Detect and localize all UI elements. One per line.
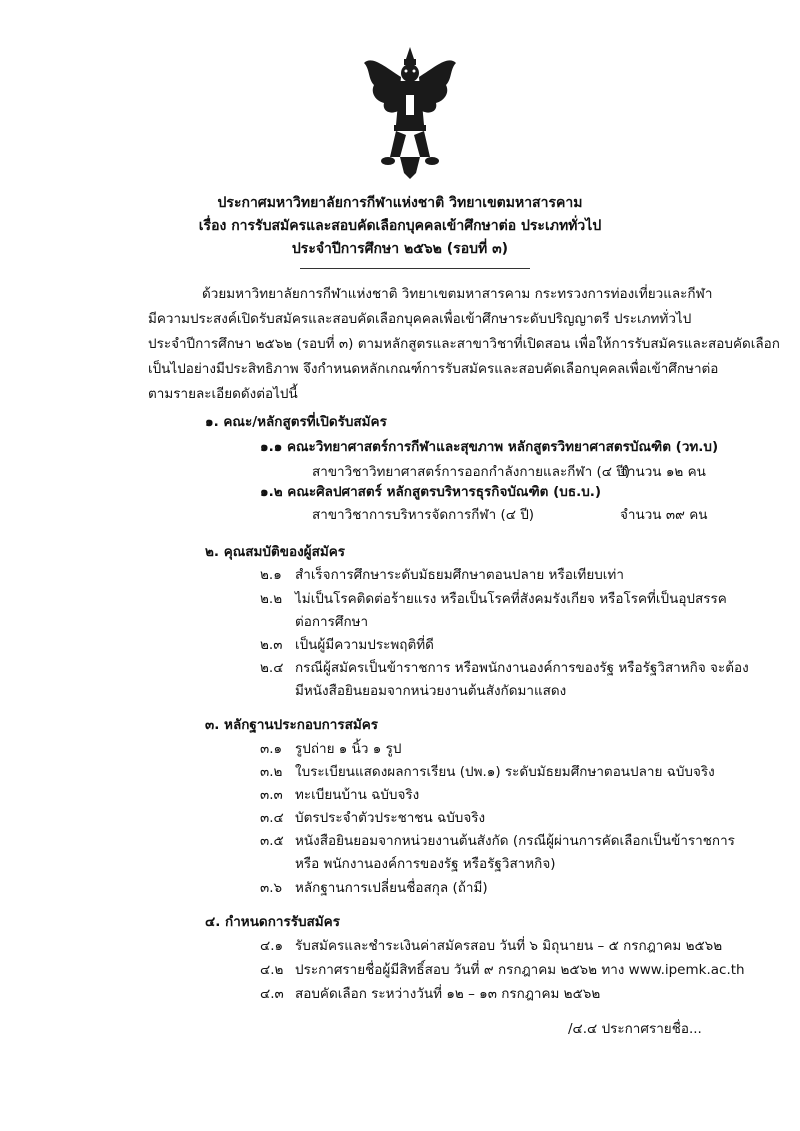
item-number: ๒.๑ <box>260 567 282 583</box>
schedule-item: สอบคัดเลือก ระหว่างวันที่ ๑๒ – ๑๓ กรกฎาคม ๒๕๖๒ <box>295 986 601 1002</box>
program-1-major: สาขาวิชาวิทยาศาสตร์การออกกำลังกายและกีฬา (๔ ปี) <box>312 464 631 480</box>
intro-line: ประจำปีการศึกษา ๒๕๖๒ (รอบที่ ๓) ตามหลักสูตรและสาขาวิชาที่เปิดสอน เพื่อให้การรับสมัครและสอบคัดเลือก <box>148 336 780 352</box>
section-1-title: ๑. คณะ/หลักสูตรที่เปิดรับสมัคร <box>205 414 387 430</box>
announcement-title: ประกาศมหาวิทยาลัยการกีฬาแห่งชาติ วิทยาเขตมหาสารคาม <box>217 195 583 211</box>
document-item: บัตรประจำตัวประชาชน ฉบับจริง <box>295 810 486 826</box>
qualification-item: สำเร็จการศึกษาระดับมัธยมศึกษาตอนปลาย หรือเทียบเท่า <box>295 567 624 583</box>
item-number: ๔.๑ <box>260 938 284 954</box>
item-number: ๒.๒ <box>260 591 283 607</box>
item-number: ๔.๓ <box>260 986 284 1002</box>
section-3-title: ๓. หลักฐานประกอบการสมัคร <box>205 717 379 733</box>
section-4-title: ๔. กำหนดการรับสมัคร <box>205 914 340 930</box>
page-continuation: /๔.๔ ประกาศรายชื่อ... <box>568 1021 702 1037</box>
announcement-subject: เรื่อง การรับสมัครและสอบคัดเลือกบุคคลเข้าศึกษาต่อ ประเภททั่วไป <box>198 218 602 234</box>
qualification-item: เป็นผู้มีความประพฤติที่ดี <box>295 637 434 653</box>
qualification-item-cont: มีหนังสือยินยอมจากหน่วยงานต้นสังกัดมาแสดง <box>295 683 567 699</box>
program-2-count: จำนวน ๓๙ คน <box>620 507 708 523</box>
section-2-title: ๒. คุณสมบัติของผู้สมัคร <box>205 544 346 560</box>
qualification-item-cont: ต่อการศึกษา <box>295 614 369 630</box>
document-item: ใบระเบียนแสดงผลการเรียน (ปพ.๑) ระดับมัธยมศึกษาตอนปลาย ฉบับจริง <box>295 764 715 780</box>
qualification-item: ไม่เป็นโรคติดต่อร้ายแรง หรือเป็นโรคที่สังคมรังเกียจ หรือโรคที่เป็นอุปสรรค <box>295 591 727 607</box>
garuda-emblem <box>360 45 460 180</box>
schedule-item: รับสมัครและชำระเงินค่าสมัครสอบ วันที่ ๖ มิถุนายน – ๕ กรกฎาคม ๒๕๖๒ <box>295 938 723 954</box>
intro-line: เป็นไปอย่างมีประสิทธิภาพ จึงกำหนดหลักเกณฑ์การรับสมัครและสอบคัดเลือกบุคคลเพื่อเข้าศึกษาต่อ <box>148 361 719 377</box>
item-number: ๓.๖ <box>260 880 283 896</box>
item-number: ๓.๒ <box>260 764 283 780</box>
program-1-count: จำนวน ๑๒ คน <box>620 464 706 480</box>
program-2-major: สาขาวิชาการบริหารจัดการกีฬา (๔ ปี) <box>312 507 535 523</box>
item-number: ๓.๑ <box>260 741 283 757</box>
document-item: ทะเบียนบ้าน ฉบับจริง <box>295 787 420 803</box>
intro-line: มีความประสงค์เปิดรับสมัครและสอบคัดเลือกบุคคลเพื่อเข้าศึกษาระดับปริญญาตรี ประเภททั่วไป <box>148 311 692 327</box>
item-number: ๒.๔ <box>260 660 284 676</box>
intro-line: ตามรายละเอียดดังต่อไปนี้ <box>148 386 298 402</box>
document-item: รูปถ่าย ๑ นิ้ว ๑ รูป <box>295 741 402 757</box>
item-number: ๓.๔ <box>260 810 284 826</box>
schedule-item: ประกาศรายชื่อผู้มีสิทธิ์สอบ วันที่ ๙ กรกฎาคม ๒๕๖๒ ทาง www.ipemk.ac.th <box>295 962 745 978</box>
qualification-item: กรณีผู้สมัครเป็นข้าราชการ หรือพนักงานองค์การของรัฐ หรือรัฐวิสาหกิจ จะต้อง <box>295 660 749 676</box>
item-number: ๔.๒ <box>260 962 284 978</box>
header-divider <box>300 268 530 269</box>
intro-line: ด้วยมหาวิทยาลัยการกีฬาแห่งชาติ วิทยาเขตมหาสารคาม กระทรวงการท่องเที่ยวและกีฬา <box>202 286 713 302</box>
document-item-cont: หรือ พนักงานองค์การของรัฐ หรือรัฐวิสาหกิจ) <box>295 856 556 872</box>
document-item: หลักฐานการเปลี่ยนชื่อสกุล (ถ้ามี) <box>295 880 488 896</box>
item-number: ๓.๓ <box>260 787 283 803</box>
program-1-title: ๑.๑ คณะวิทยาศาสตร์การกีฬาและสุขภาพ หลักสูตรวิทยาศาสตรบัณฑิต (วท.บ) <box>260 439 719 455</box>
document-item: หนังสือยินยอมจากหน่วยงานต้นสังกัด (กรณีผู้ผ่านการคัดเลือกเป็นข้าราชการ <box>295 833 735 849</box>
item-number: ๒.๓ <box>260 637 283 653</box>
item-number: ๓.๕ <box>260 833 284 849</box>
program-2-title: ๑.๒ คณะศิลปศาสตร์ หลักสูตรบริหารธุรกิจบัณฑิต (บธ.บ.) <box>260 484 602 500</box>
academic-year: ประจำปีการศึกษา ๒๕๖๒ (รอบที่ ๓) <box>291 241 509 257</box>
